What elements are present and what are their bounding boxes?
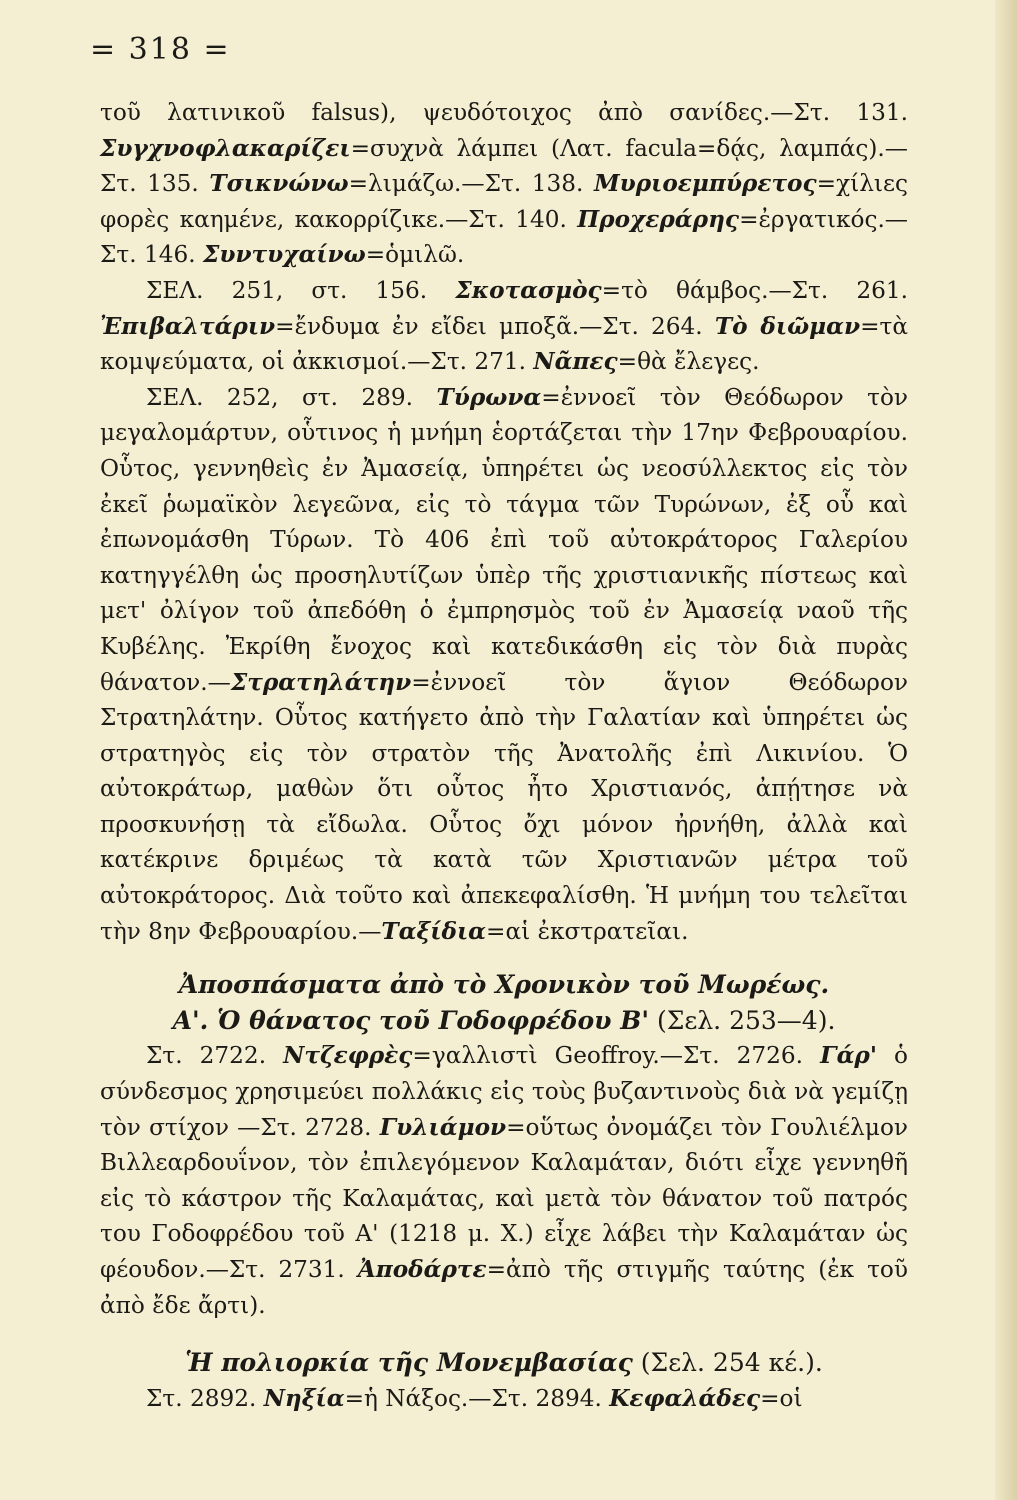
text-run: =ὁμιλῶ.: [365, 241, 465, 269]
text-run: =ἡ Νάξος.—Στ. 2894.: [344, 1384, 610, 1412]
text-run: =τὸ θάμβος.—Στ. 261.: [601, 276, 909, 304]
text-run: =χίλιες φορὲς καημένε, κακορρίζικε.—Στ. 140.: [100, 170, 908, 233]
text-run: =γαλλιστὶ Geoffroy.—Στ. 2726.: [412, 1042, 821, 1070]
glossary-term: Τσικνώνω: [209, 170, 349, 198]
text-run: =ἐννοεῖ τὸν ἅγιον Θεόδωρον Στρατηλάτην. Οὗτος κατήγετο ἀπὸ τὴν Γαλατίαν καὶ ὑπηρέτει ὡς στρατηγὸς εἰς τὸν στρατὸν τῆς Ἀνατολῆς ἐπὶ Λικινίου. Ὁ αὐτοκράτωρ, μαθὼν ὅτι οὗτος ἦτο Χριστιανός, ἀπῄτησε νὰ προσκυνήσῃ τὰ εἴδωλα. Οὗτος ὄχι μόνον ἠρνήθη, ἀλλὰ καὶ κατέκρινε δριμέως τὰ κατὰ τῶν Χριστιανῶν μέτρα τοῦ αὐτοκράτορος. Διὰ τοῦτο καὶ ἀπεκεφαλίσθη. Ἡ μνήμη του τελεῖται τὴν 8ην Φεβρουαρίου.—: [100, 668, 908, 945]
glossary-term: Ἀποσπάσματα ἀπὸ τὸ Χρονικὸν τοῦ Μωρέως.: [178, 970, 830, 1000]
text-run: =ἀπὸ τῆς στιγμῆς ταύτης (ἐκ τοῦ ἀπὸ ἔδε ἄρτι).: [100, 1256, 908, 1319]
glossary-term: Γάρ': [820, 1042, 877, 1070]
section-heading-4: [100, 1003, 908, 1039]
text-run: =λιμάζω.—Στ. 138.: [348, 170, 594, 198]
glossary-term: Ἐπιβαλτάριν: [100, 312, 276, 340]
glossary-term: Στρατηλάτην: [230, 668, 412, 696]
text-run: =ἐργατικός.—Στ. 146.: [100, 205, 908, 269]
paragraph-0: [100, 95, 908, 273]
text-run: Στ. 2722.: [146, 1042, 284, 1070]
glossary-term: Τὸ διῶμαν: [714, 312, 861, 340]
text-run: =οὕτως ὀνομάζει τὸν Γουλιέλμον Βιλλεαρδουΐνον, τὸν ἐπιλεγόμενον Καλαμάταν, διότι εἶχε γεννηθῆ εἰς τὸ κάστρον τῆς Καλαμάτας, καὶ μετὰ τὸν θάνατον τοῦ πατρός του Γοδοφρέδου τοῦ Α' (1218 μ. Χ.) εἶχε λάβει τὴν Καλαμάταν ὡς φέουδον.—Στ. 2731.: [100, 1113, 909, 1283]
glossary-term: Ταξίδια: [381, 917, 487, 945]
glossary-term: Συγχνοφλακαρίζει: [100, 134, 351, 162]
text-run: =ἐννοεῖ τὸν Θεόδωρον τὸν μεγαλομάρτυν, οὗτινος ἡ μνήμη ἑορτάζεται τὴν 17ην Φεβρουαρίου. Οὗτος, γεννηθεὶς ἐν Ἀμασείᾳ, ὑπηρέτει ὡς νεοσύλλεκτος εἰς τὸν ἐκεῖ ῥωμαϊκὸν λεγεῶνα, εἰς τὸ τάγμα τῶν Τυρώνων, ἐξ οὗ καὶ ἐπωνομάσθη Τύρων. Τὸ 406 ἐπὶ τοῦ αὐτοκράτορος Γαλερίου κατηγγέλθη ὡς προσηλυτίζων ὑπὲρ τῆς χριστιανικῆς πίστεως καὶ μετ' ὀλίγον τοῦ ἀπεδόθη ὁ ἐμπρησμὸς τοῦ ἐν Ἀμασείᾳ ναοῦ τῆς Κυβέλης. Ἐκρίθη ἔνοχος καὶ κατεδικάσθη εἰς τὸν διὰ πυρὰς θάνατον.—: [100, 383, 909, 696]
text-run: ΣΕΛ. 251, στ. 156.: [146, 276, 456, 304]
paragraph-7: [100, 1381, 908, 1417]
text-run: (Σελ. 254 κέ.).: [632, 1348, 823, 1378]
glossary-term: Α'. Ὁ θάνατος τοῦ Γοδοφρέδου Β': [172, 1005, 649, 1035]
text-run: =αἱ ἐκστρατεῖαι.: [486, 917, 689, 945]
glossary-term: Συντυχαίνω: [202, 241, 366, 269]
text-run: Στ. 2892.: [146, 1384, 264, 1412]
text-run: =ἔνδυμα ἐν εἴδει μποξᾶ.—Στ. 264.: [275, 312, 715, 340]
glossary-term: Τύρωνα: [436, 383, 542, 411]
page-body: [100, 95, 908, 1416]
paragraph-2: [100, 380, 908, 950]
paragraph-5: [100, 1038, 908, 1323]
glossary-term: Μυριοεμπύρετος: [593, 170, 817, 198]
text-run: τοῦ λατινικοῦ falsus), ψευδότοιχος ἀπὸ σανίδες.—Στ. 131.: [100, 99, 908, 126]
text-run: (Σελ. 253—4).: [649, 1005, 836, 1035]
glossary-term: Ἀποδάρτε: [357, 1256, 487, 1283]
section-heading-3: [100, 967, 908, 1003]
section-heading-6: [100, 1345, 908, 1381]
text-run: ΣΕΛ. 252, στ. 289.: [146, 383, 437, 411]
text-run: =συχνὰ λάμπει (Λατ. facula=δᾴς, λαμπάς).—Στ. 135.: [100, 134, 908, 198]
text-run: =θὰ ἔλεγες.: [617, 348, 760, 376]
glossary-term: Ντζεφρὲς: [283, 1042, 413, 1070]
glossary-term: Νᾶπες: [533, 348, 618, 376]
text-run: ὁ σύνδεσμος χρησιμεύει πολλάκις εἰς τοὺς βυζαντινοὺς διὰ νὰ γεμίζῃ τὸν στίχον —Στ. 2728.: [100, 1042, 908, 1141]
glossary-term: Γυλιάμον: [379, 1113, 507, 1141]
text-run: =τὰ κομψεύματα, οἱ ἀκκισμοί.—Στ. 271.: [100, 312, 908, 376]
paragraph-1: [100, 273, 908, 380]
glossary-term: Σκοτασμὸς: [455, 276, 602, 304]
page-edge-shadow: [995, 0, 1017, 1500]
page-number: = 318 =: [90, 32, 231, 67]
glossary-term: Ἡ πολιορκία τῆς Μονεμβασίας: [185, 1348, 633, 1378]
glossary-term: Κεφαλάδες: [609, 1384, 761, 1412]
glossary-term: Νηξία: [263, 1384, 345, 1412]
text-run: =οἱ: [760, 1384, 803, 1412]
glossary-term: Προχεράρης: [577, 205, 740, 233]
